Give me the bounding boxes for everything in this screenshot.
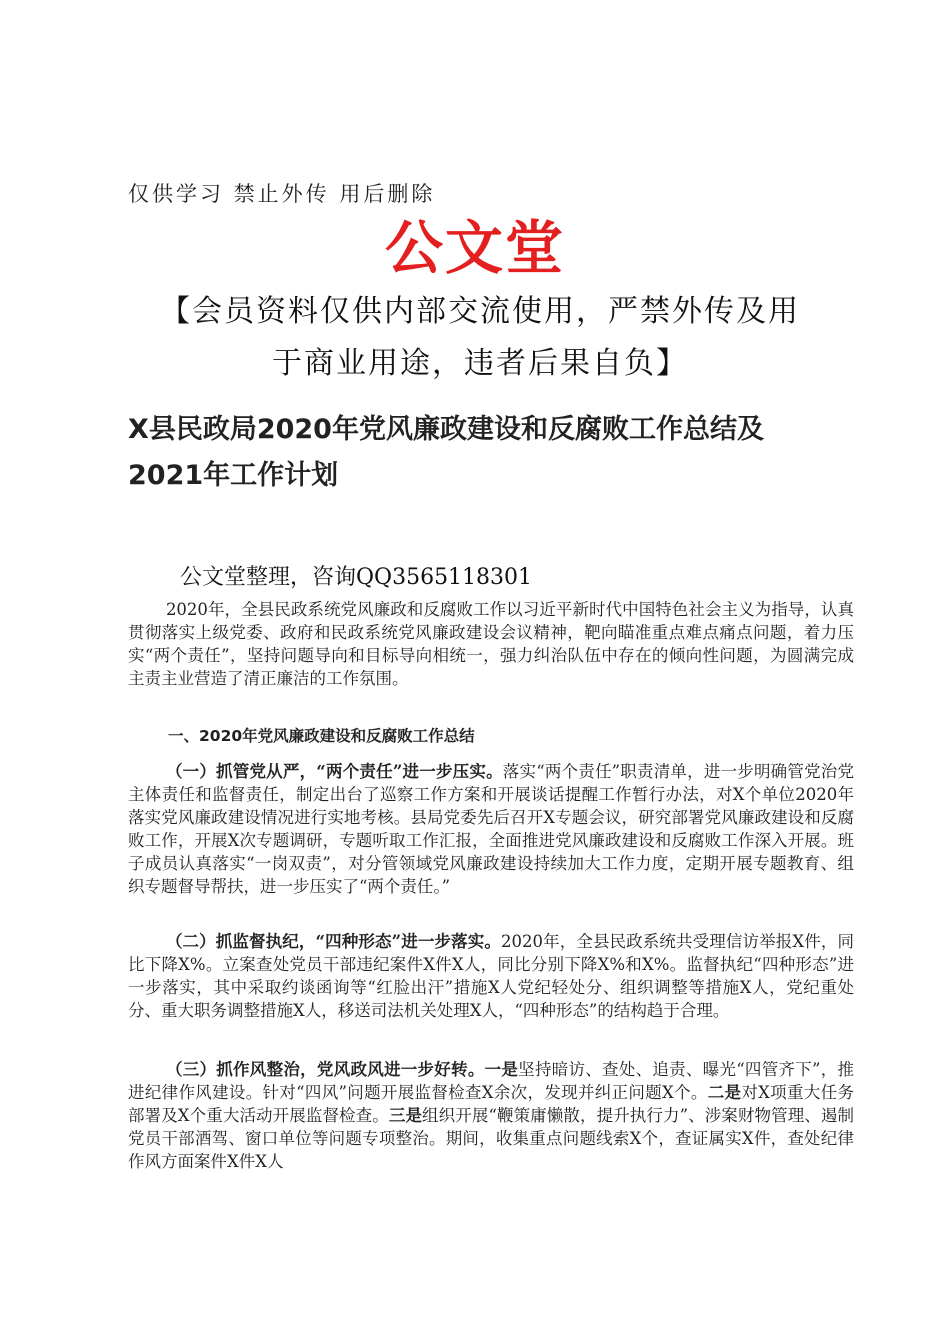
intro-paragraph: 2020年，全县民政系统党风廉政和反腐败工作以习近平新时代中国特色社会主义为指导，认真贯彻落实上级党委、政府和民政系统党风廉政建设会议精神，靶向瞄准重点难点痛点问题，着力压实“两个责任”，坚持问题导向和目标导向相统一，强力纠治队伍中存在的倾向性问题，为圆满完成主责主业营造了清正廉洁的工作氛围。 bbox=[128, 600, 854, 688]
usage-notice: 仅供学习 禁止外传 用后删除 bbox=[128, 182, 436, 206]
brand-logo-text: 公文堂 bbox=[384, 214, 565, 282]
document-title bbox=[128, 407, 848, 499]
paragraph-2-lead: （二）抓监督执纪，“四种形态”进一步落实。 bbox=[165, 932, 501, 951]
paragraph-3-keyword-2: 二是 bbox=[707, 1083, 742, 1102]
paragraph-3-keyword-3: 三是 bbox=[388, 1106, 423, 1125]
paragraph-1 bbox=[128, 760, 854, 898]
paragraph-3-text-2: 对X项重大任务部署及X个重大活动开展监督检查。 bbox=[128, 1083, 854, 1125]
compiler-note: 公文堂整理，咨询QQ3565118301 bbox=[180, 565, 533, 590]
warning-line-1: 【会员资料仅供内部交流使用，严禁外传及用 bbox=[160, 294, 800, 329]
title-line-2: 2021年工作计划 bbox=[128, 460, 339, 491]
member-warning bbox=[120, 286, 840, 390]
paragraph-3 bbox=[128, 1058, 854, 1173]
paragraph-3-keyword-1: 一是 bbox=[484, 1060, 519, 1079]
paragraph-3-lead: （三）抓作风整治，党风政风进一步好转。 bbox=[165, 1060, 485, 1079]
paragraph-1-lead: （一）抓管党从严，“两个责任”进一步压实。 bbox=[165, 762, 503, 781]
title-line-1: X县民政局2020年党风廉政建设和反腐败工作总结及 bbox=[128, 414, 764, 445]
paragraph-1-text: 落实“两个责任”职责清单，进一步明确管党治党主体责任和监督责任，制定出台了巡察工作方案和开展谈话提醒工作暂行办法，对X个单位2020年落实党风廉政建设情况进行实地考核。县局党委先后召开X专题会议，研究部署党风廉政建设和反腐败工作，开展X次专题调研，专题听取工作汇报，全面推进党风廉政建设和反腐败工作深入开展。班子成员认真落实“一岗双责”，对分管领域党风廉政建设持续加大工作力度，定期开展专题教育、组织专题督导帮扶，进一步压实了“两个责任。” bbox=[128, 762, 855, 896]
paragraph-3-text-3: 组织开展“鞭策庸懒散，提升执行力”、涉案财物管理、遏制党员干部酒驾、窗口单位等问题专项整治。期间，收集重点问题线索X个，查证属实X件，查处纪律作风方面案件X件X人 bbox=[128, 1106, 855, 1171]
paragraph-3-text-1: 坚持暗访、查处、追责、曝光“四管齐下”，推进纪律作风建设。针对“四风”问题开展监督检查X余次，发现并纠正问题X个。 bbox=[128, 1060, 854, 1102]
paragraph-2-text: 2020年，全县民政系统共受理信访举报X件，同比下降X%。立案查处党员干部违纪案件X件X人，同比分别下降X%和X%。监督执纪“四种形态”进一步落实，其中采取约谈函询等“红脸出汗”措施X人党纪轻处分、组织调整等措施X人，党纪重处分、重大职务调整措施X人，移送司法机关处理X人，“四种形态”的结构趋于合理。 bbox=[128, 932, 855, 1020]
warning-line-2: 于商业用途，违者后果自负】 bbox=[272, 346, 688, 381]
section-heading: 一、2020年党风廉政建设和反腐败工作总结 bbox=[168, 727, 475, 745]
paragraph-2 bbox=[128, 930, 854, 1022]
